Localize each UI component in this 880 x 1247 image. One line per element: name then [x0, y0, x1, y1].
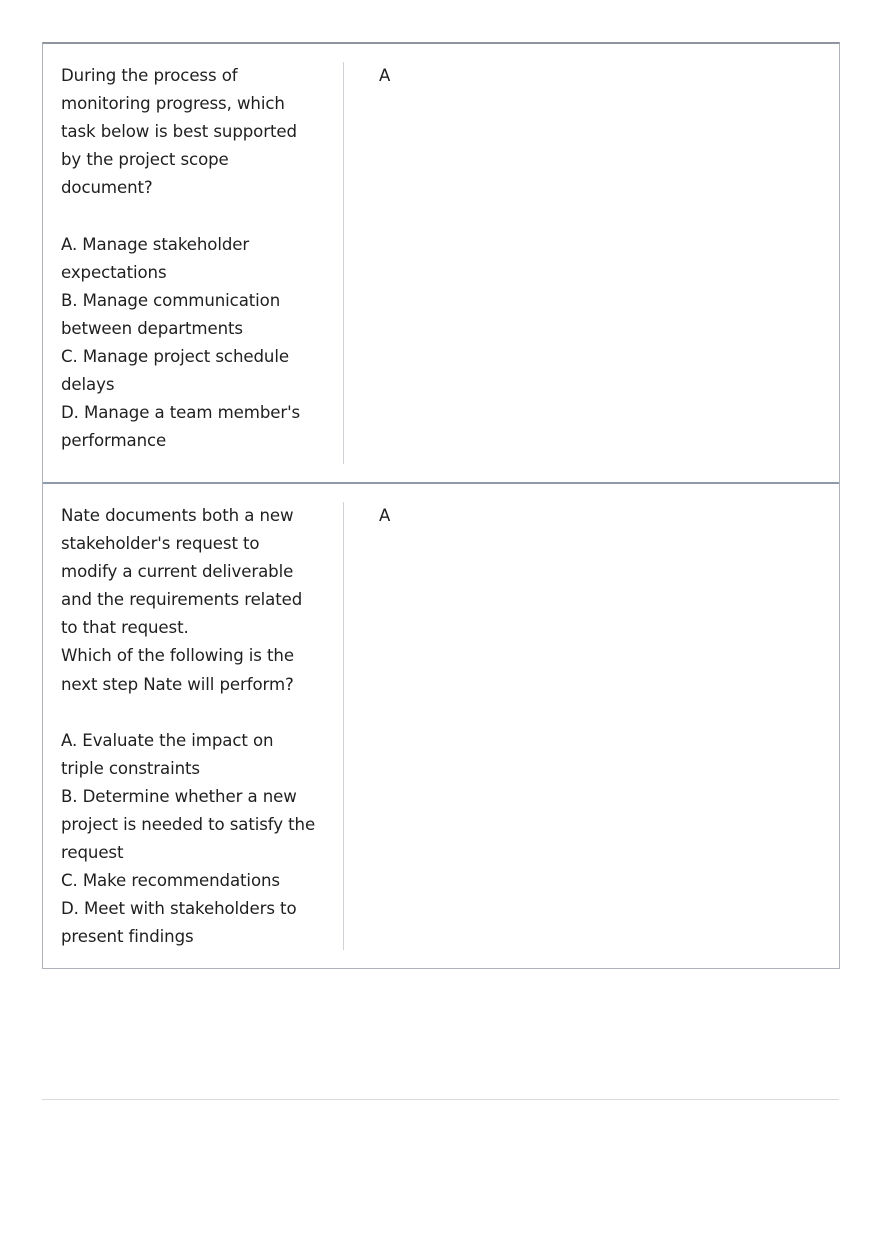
- option-d: D. Meet with stakeholders to present findings: [61, 899, 297, 947]
- flashcard: [43, 44, 839, 482]
- footer-divider: [42, 1099, 839, 1100]
- options-spacer: [61, 202, 319, 230]
- column-divider: [343, 62, 344, 464]
- card-term: [61, 62, 319, 455]
- option-b: B. Manage communication between departments: [61, 290, 281, 338]
- option-a: A. Evaluate the impact on triple constraints: [61, 730, 274, 778]
- flashcard-list: [42, 42, 840, 969]
- card-answer: A: [379, 66, 391, 85]
- question-text: During the process of monitoring progress, which task below is best supported by the project scope document?: [61, 66, 297, 198]
- card-term: [61, 502, 319, 952]
- option-a: A. Manage stakeholder expectations: [61, 234, 250, 282]
- column-divider: [343, 502, 344, 950]
- option-c: C. Manage project schedule delays: [61, 346, 289, 395]
- option-d: D. Manage a team member's performance: [61, 403, 301, 451]
- options-spacer: [61, 699, 319, 727]
- card-answer: A: [379, 506, 391, 525]
- flashcard: [43, 482, 839, 968]
- question-text: Nate documents both a new stakeholder's request to modify a current deliverable and the requirements related to that request. Which of the following is the next step Nate will perform?: [61, 506, 303, 694]
- option-c: C. Make recommendations: [61, 871, 280, 891]
- option-b: B. Determine whether a new project is needed to satisfy the request: [61, 786, 316, 863]
